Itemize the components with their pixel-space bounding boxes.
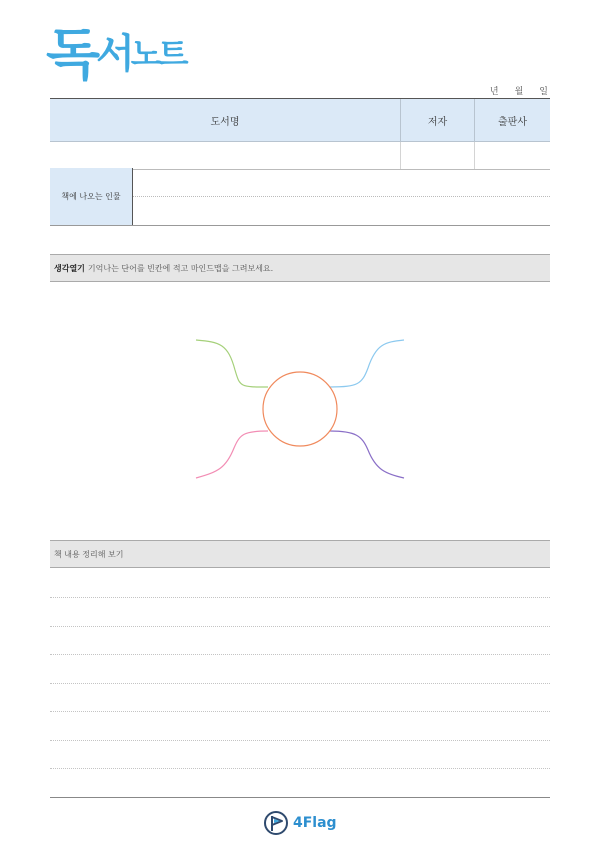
writing-line bbox=[50, 626, 550, 627]
logo bbox=[46, 22, 186, 86]
logo-char-3: 노 bbox=[130, 35, 158, 73]
date-row bbox=[490, 84, 548, 97]
summary-title: 책 내용 정리해 보기 bbox=[54, 549, 124, 559]
publisher-field[interactable] bbox=[474, 142, 550, 169]
mindmap-branch-top-left bbox=[196, 340, 268, 387]
book-title-header: 도서명 bbox=[210, 116, 240, 128]
characters-section bbox=[50, 168, 550, 226]
writing-line bbox=[50, 654, 550, 655]
footer-brand-text: 4Flag bbox=[293, 815, 337, 831]
logo-char-4: 트 bbox=[157, 35, 185, 73]
book-info-table bbox=[50, 98, 550, 170]
author-header: 저자 bbox=[400, 99, 474, 141]
characters-divider bbox=[133, 196, 550, 197]
writing-line bbox=[50, 711, 550, 712]
author-field[interactable] bbox=[400, 142, 474, 169]
date-day[interactable]: 일 bbox=[539, 87, 548, 97]
mindmap-instruction: 기억나는 단어를 빈칸에 적고 마인드맵을 그려보세요. bbox=[87, 263, 274, 273]
writing-line-bottom bbox=[50, 797, 550, 798]
writing-line bbox=[50, 768, 550, 769]
logo-char-2: 서 bbox=[96, 31, 131, 77]
writing-line bbox=[50, 740, 550, 741]
mindmap-branch-top-right bbox=[330, 340, 404, 387]
logo-text bbox=[46, 22, 186, 86]
footer-logo bbox=[263, 810, 337, 836]
mindmap-center-circle bbox=[263, 372, 337, 446]
date-month[interactable]: 월 bbox=[514, 87, 524, 97]
writing-line bbox=[50, 683, 550, 684]
logo-char-1: 독 bbox=[46, 23, 97, 88]
writing-line bbox=[50, 597, 550, 598]
date-year[interactable]: 년 bbox=[489, 87, 499, 97]
characters-label: 책에 나오는 인물 bbox=[50, 168, 133, 225]
mindmap-branch-bottom-right bbox=[330, 431, 404, 478]
summary-writing-area[interactable] bbox=[50, 568, 550, 798]
flag-logo-icon bbox=[263, 810, 289, 836]
mindmap-section-header bbox=[50, 254, 550, 282]
book-table-header bbox=[50, 99, 550, 142]
publisher-header: 출판사 bbox=[474, 99, 550, 141]
book-table-row bbox=[50, 142, 550, 170]
characters-field[interactable] bbox=[133, 168, 550, 225]
book-title-field[interactable] bbox=[50, 142, 400, 169]
mindmap-title: 생각열기 bbox=[54, 263, 85, 273]
mindmap-diagram[interactable] bbox=[180, 330, 420, 490]
summary-section-header bbox=[50, 540, 550, 568]
mindmap-branch-bottom-left bbox=[196, 431, 268, 478]
